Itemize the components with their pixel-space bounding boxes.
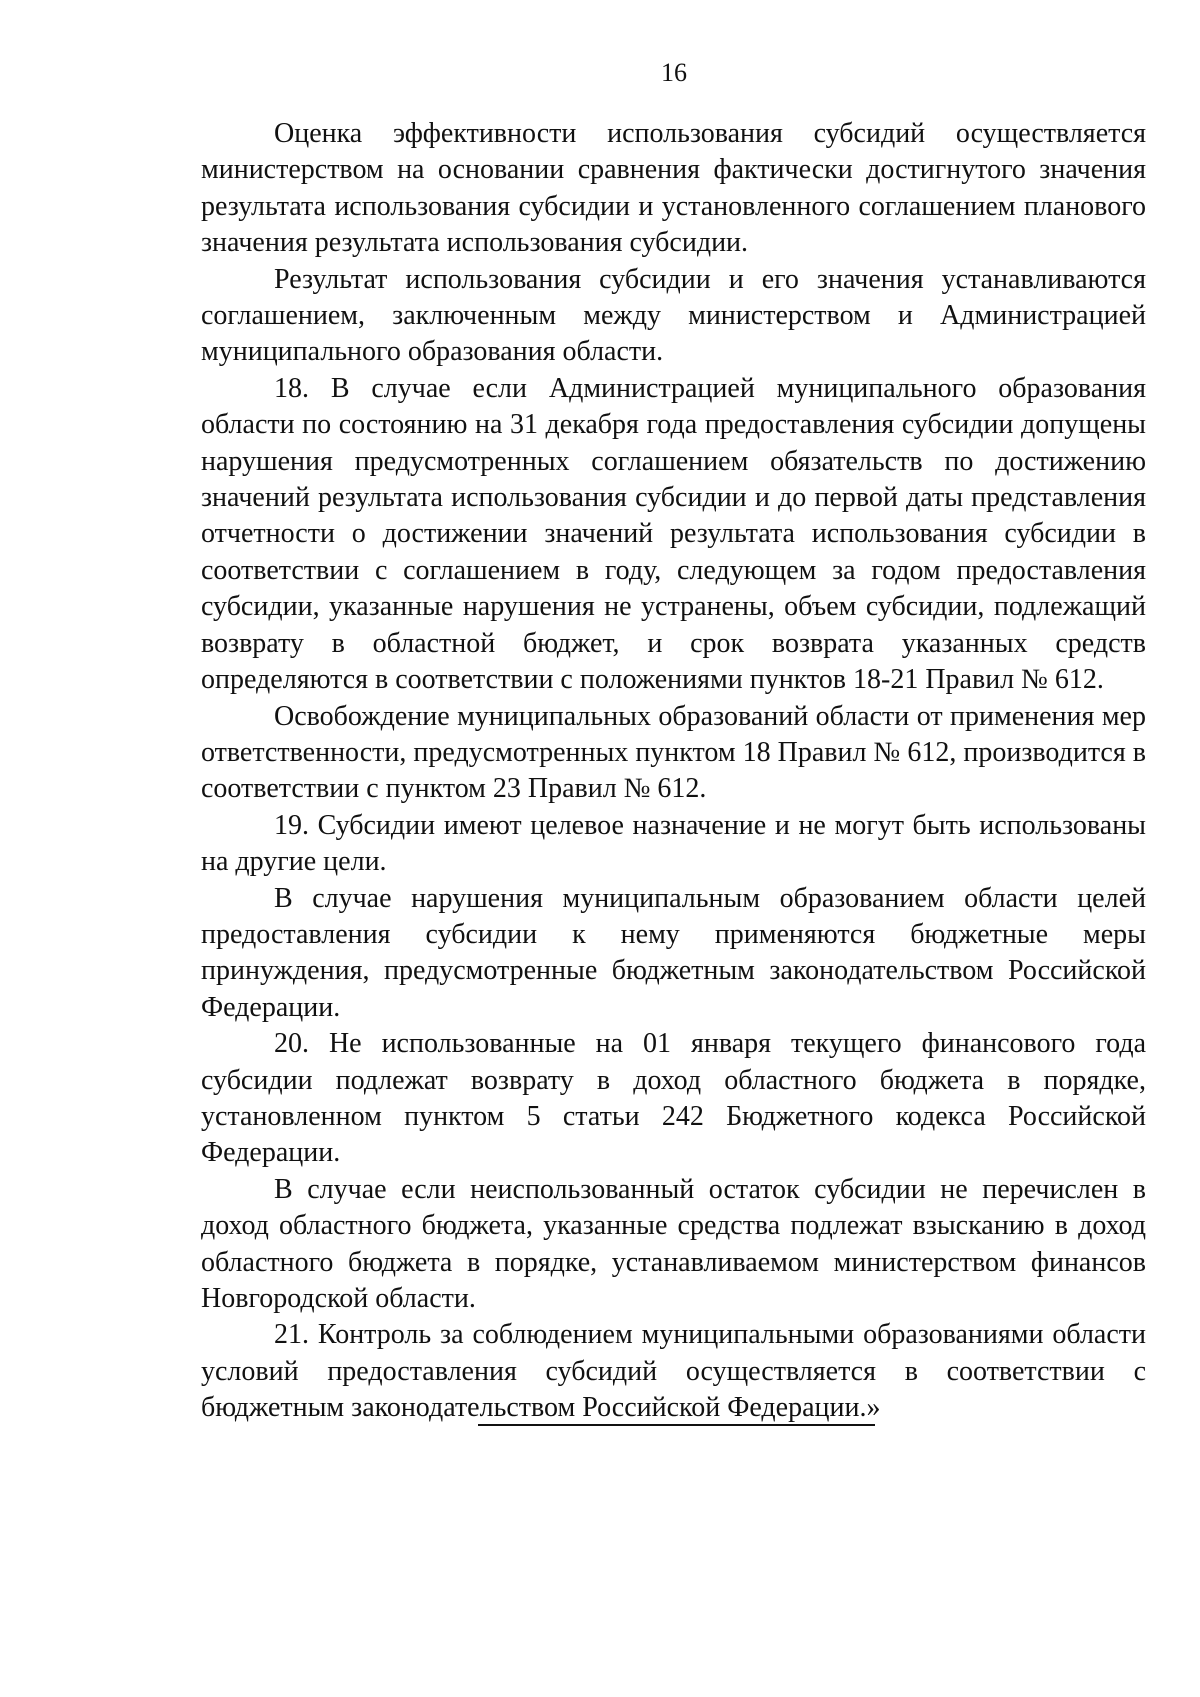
paragraph-item-20: 20. Не использованные на 01 января текущего финансового года субсидии подлежат возврату в доход областного бюджета в порядке, установленном пунктом 5 статьи 242 Бюджетного кодекса Российской Федерации. [201, 1028, 1146, 1169]
closing-divider-line [478, 1424, 875, 1426]
paragraph: В случае нарушения муниципальным образованием области целей предоставления субсидии к нему применяются бюджетные меры принуждения, предусмотренные бюджетным законодательством Российской Федерации. [201, 882, 1146, 1023]
paragraph-item-18: 18. В случае если Администрацией муниципального образования области по состоянию на 31 декабря года предоставления субсидии допущены нарушения предусмотренных соглашением обязательств по достижению значений результата использования субсидии и до первой даты представления отчетности о достижении значений результата использования субсидии в соответствии с соглашением в году, следующем за годом предоставления субсидии, указанные нарушения не устранены, объем субсидии, подлежащий возврату в областной бюджет, и срок возврата указанных средств определяются в соответствии с положениями пунктов 18-21 Правил № 612. [201, 372, 1146, 696]
paragraph: Оценка эффективности использования субсидий осуществляется министерством на основании сравнения фактически достигнутого значения результата использования субсидии и установленного соглашением планового значения результата использования субсидии. [201, 118, 1146, 259]
paragraph-item-19: 19. Субсидии имеют целевое назначение и не могут быть использованы на другие цели. [201, 809, 1146, 878]
page-number: 16 [661, 58, 687, 87]
paragraph-item-21: 21. Контроль за соблюдением муниципальными образованиями области условий предоставления субсидий осуществляется в соответствии с бюджетным законодательством Российской Федерации.» [201, 1319, 1146, 1424]
paragraph: Результат использования субсидии и его значения устанавливаются соглашением, заключенным между министерством и Администрацией муниципального образования области. [201, 263, 1146, 368]
document-body [201, 116, 1146, 1427]
paragraph: Освобождение муниципальных образований области от применения мер ответственности, предусмотренных пунктом 18 Правил № 612, производится в соответствии с пунктом 23 Правил № 612. [201, 700, 1146, 805]
paragraph: В случае если неиспользованный остаток субсидии не перечислен в доход областного бюджета, указанные средства подлежат взысканию в доход областного бюджета в порядке, устанавливаемом министерством финансов Новгородской области. [201, 1173, 1146, 1314]
